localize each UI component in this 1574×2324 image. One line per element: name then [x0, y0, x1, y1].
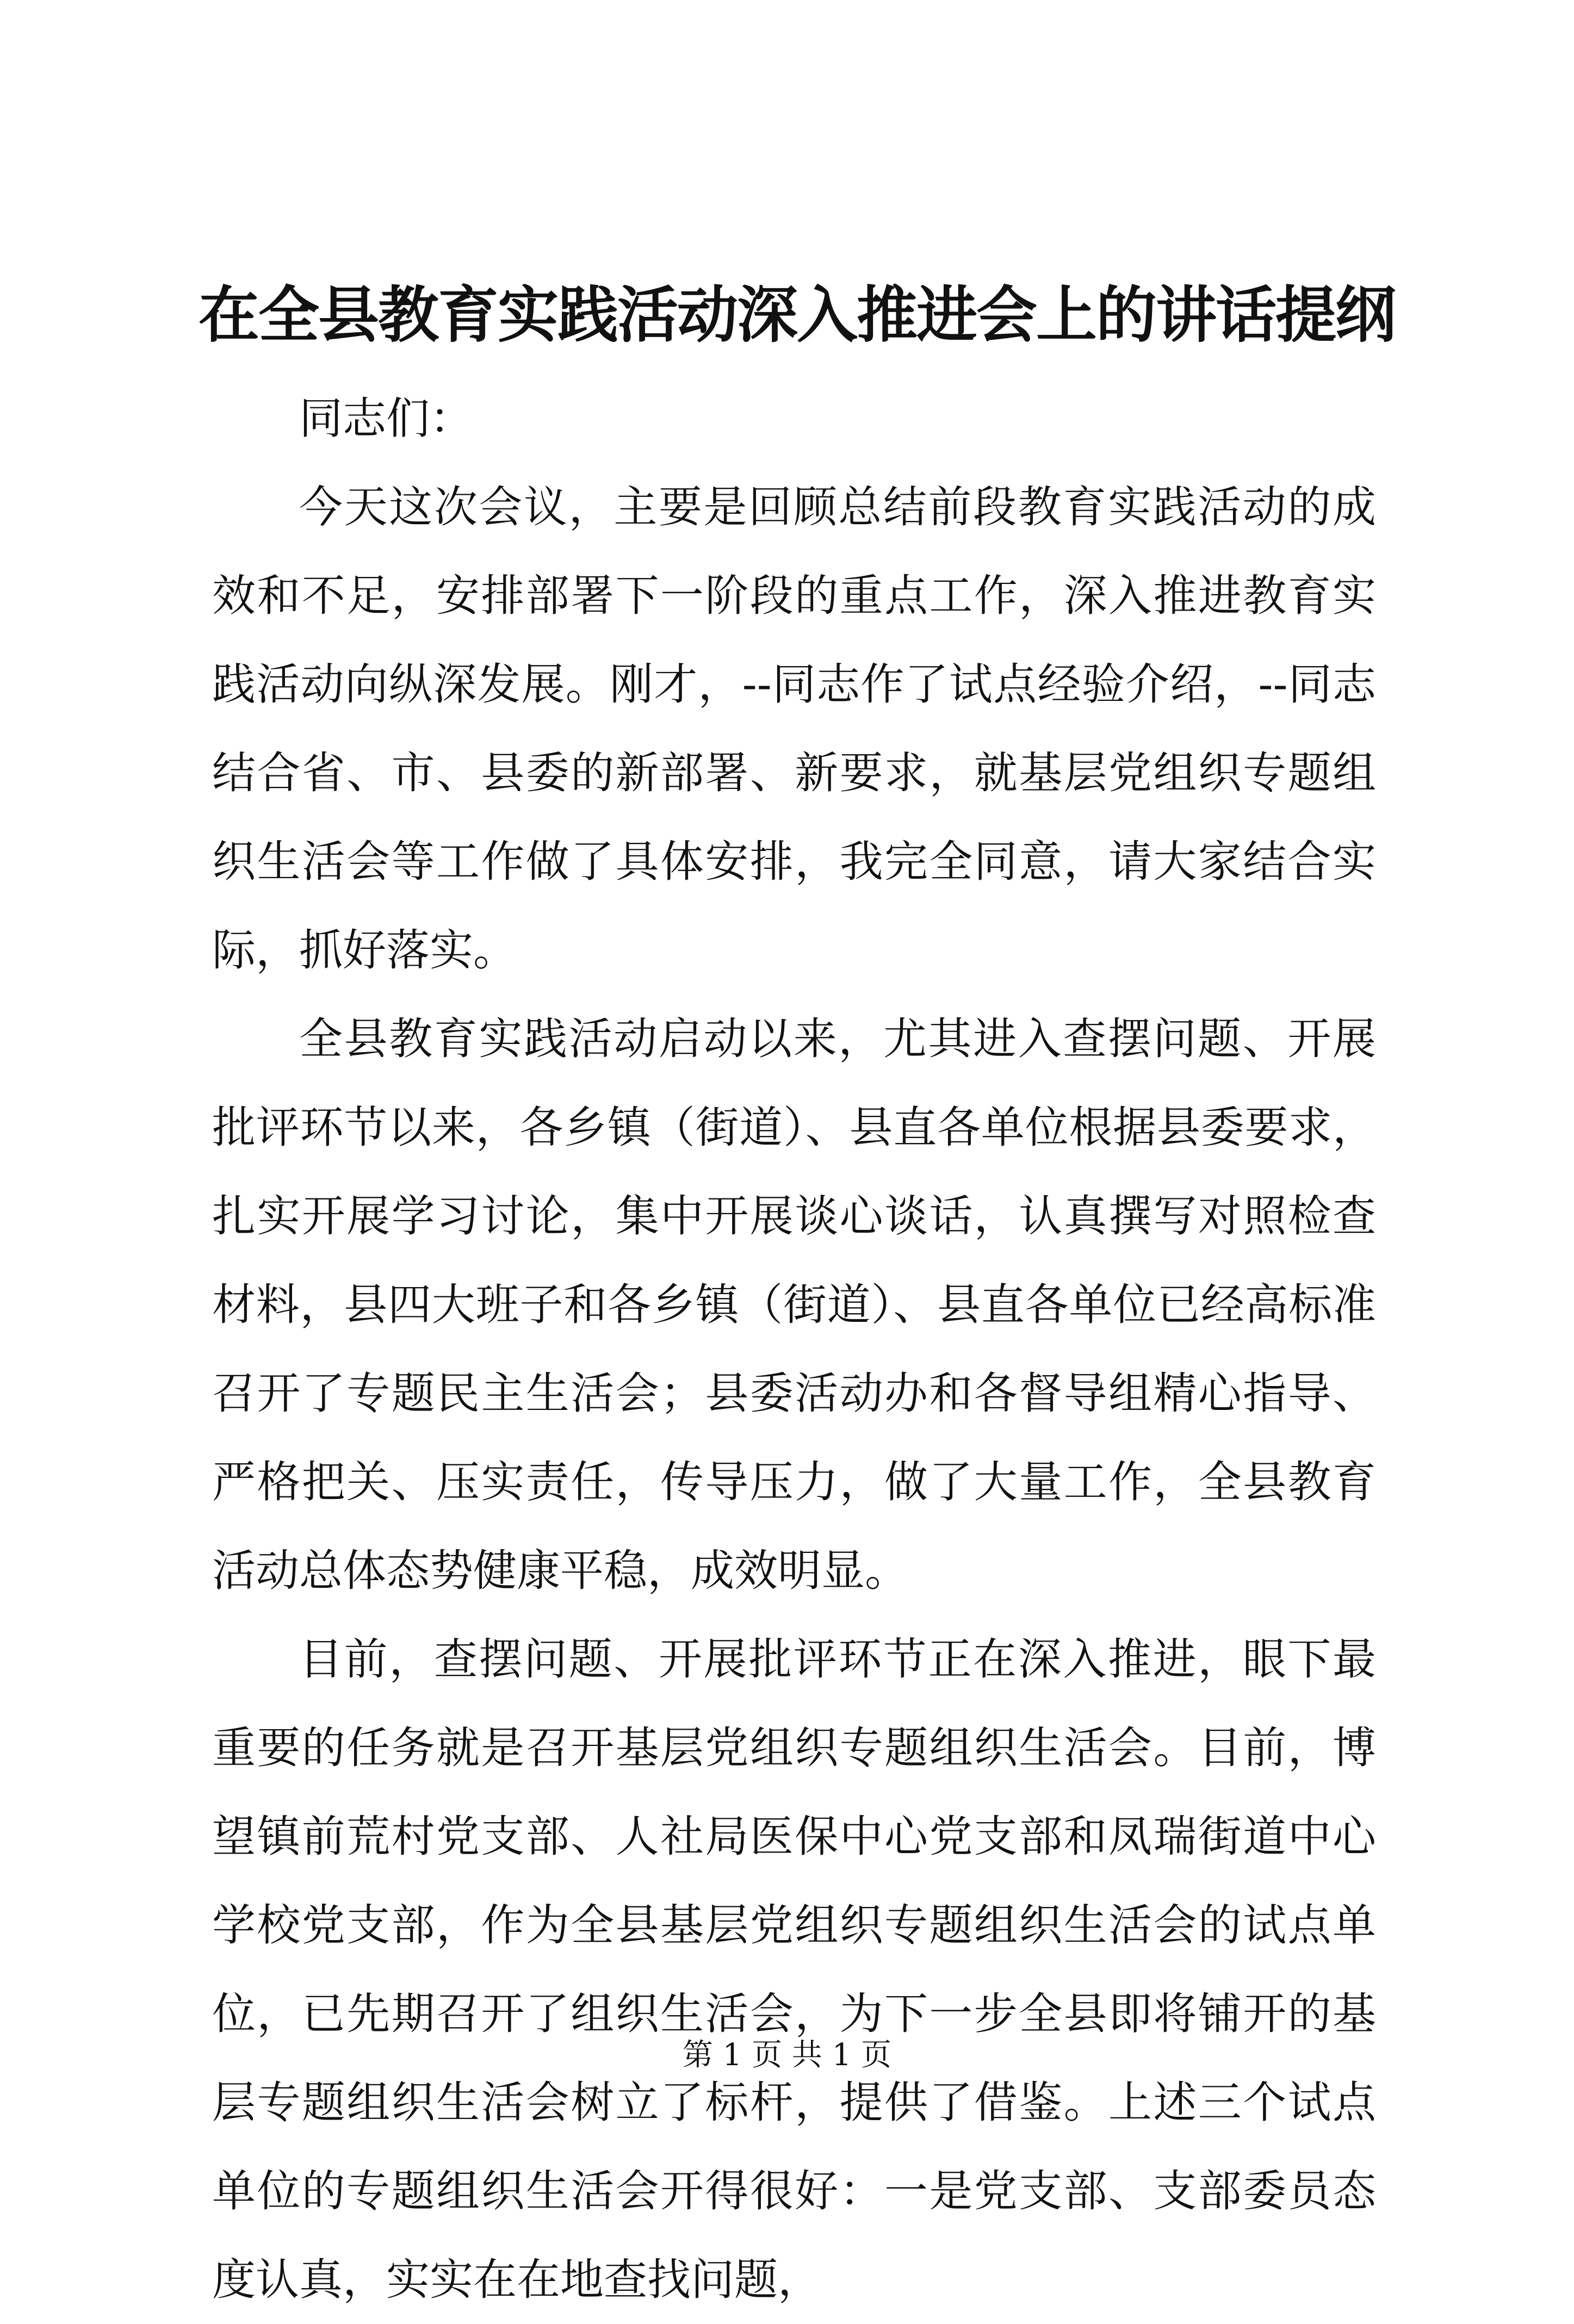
document-title: 在全县教育实践活动深入推进会上的讲话提纲: [199, 279, 1395, 351]
page-number: 第 1 页 共 1 页: [682, 2037, 892, 2073]
paragraph-2: 全县教育实践活动启动以来，尤其进入查摆问题、开展批评环节以来，各乡镇（街道）、县直各单位根据县委要求，扎实开展学习讨论，集中开展谈心谈话，认真撰写对照检查材料，县四大班子和各乡镇（街道）、县直各单位已经高标准召开了专题民主生活会；县委活动办和各督导组精心指导、严格把关、压实责任，传导压力，做了大量工作，全县教育活动总体态势健康平稳，成效明显。: [212, 1014, 1376, 1596]
document-body: [212, 374, 1376, 2324]
salutation: 同志们：: [299, 393, 473, 444]
page-footer: [0, 2034, 1574, 2077]
paragraph-1: 今天这次会议，主要是回顾总结前段教育实践活动的成效和不足，安排部署下一阶段的重点工作，深入推进教育实践活动向纵深发展。刚才，--同志作了试点经验介绍，--同志结合省、市、县委的新部署、新要求，就基层党组织专题组织生活会等工作做了具体安排，我完全同意，请大家结合实际，抓好落实。: [212, 482, 1376, 975]
paragraph-3: 目前，查摆问题、开展批评环节正在深入推进，眼下最重要的任务就是召开基层党组织专题组织生活会。目前，博望镇前荒村党支部、人社局医保中心党支部和凤瑞街道中心学校党支部，作为全县基层党组织专题组织生活会的试点单位，已先期召开了组织生活会，为下一步全县即将铺开的基层专题组织生活会树立了标杆，提供了借鉴。上述三个试点单位的专题组织生活会开得很好：一是党支部、支部委员态度认真，实实在在地查找问题，: [212, 1634, 1376, 2305]
